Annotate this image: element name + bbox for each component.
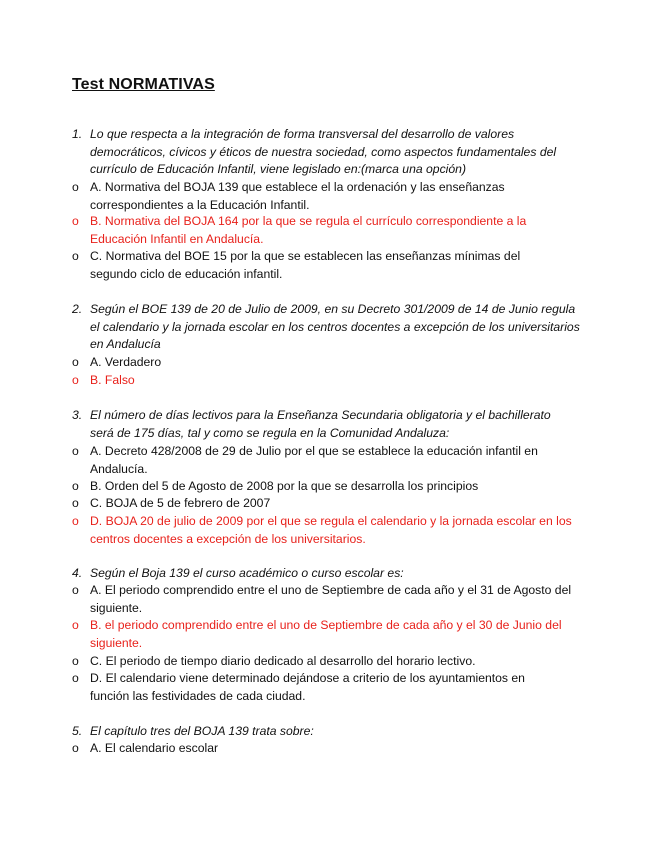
question-number: 2.: [72, 302, 83, 316]
question-number: 1.: [72, 127, 83, 141]
bullet-icon: o: [72, 444, 79, 458]
bullet-icon: o: [72, 479, 79, 493]
bullet-icon: o: [72, 249, 79, 263]
document-title: Test NORMATIVAS: [72, 76, 215, 93]
option-1a: [72, 179, 548, 214]
bullet-icon: o: [72, 373, 79, 387]
option-3d: [72, 513, 580, 548]
question-text: El capítulo tres del BOJA 139 trata sobre:: [90, 724, 314, 738]
bullet-icon: o: [72, 214, 79, 228]
question-text: Según el BOE 139 de 20 de Julio de 2009, en su Decreto 301/2009 de 14 de Junio regula el calendario y la jornada escolar en los centros docentes a excepción de los universitarios en Andalucía: [90, 302, 580, 351]
bullet-icon: o: [72, 514, 79, 528]
option-text: B. el periodo comprendido entre el uno de Septiembre de cada año y el 30 de Junio del siguiente.: [90, 618, 562, 650]
question-number: 3.: [72, 408, 83, 422]
bullet-icon: o: [72, 496, 79, 510]
option-text: B. Normativa del BOJA 164 por la que se regula el currículo correspondiente a la Educación Infantil en Andalucía.: [90, 214, 527, 246]
bullet-icon: o: [72, 654, 79, 668]
option-1b: [72, 213, 558, 248]
question-1: [72, 126, 562, 179]
option-4d: [72, 670, 552, 705]
option-text: A. Normativa del BOJA 139 que establece el la ordenación y las enseñanzas correspondientes a la Educación Infantil.: [90, 180, 505, 212]
option-1c: [72, 248, 558, 283]
question-text: Según el Boja 139 el curso académico o curso escolar es:: [90, 566, 404, 580]
option-text: D. BOJA 20 de julio de 2009 por el que se regula el calendario y la jornada escolar en los centros docentes a excepción de los universitarios.: [90, 514, 572, 546]
option-2b: [72, 372, 590, 390]
option-5a: [72, 740, 590, 758]
option-text: B. Orden del 5 de Agosto de 2008 por la que se desarrolla los principios: [90, 479, 479, 493]
option-3a: [72, 443, 570, 478]
option-4b: [72, 617, 572, 652]
bullet-icon: o: [72, 671, 79, 685]
question-3: [72, 407, 552, 442]
option-text: A. El periodo comprendido entre el uno de Septiembre de cada año y el 31 de Agosto del siguiente.: [90, 583, 572, 615]
question-5: [72, 723, 580, 741]
question-text: Lo que respecta a la integración de forma transversal del desarrollo de valores democráticos, cívicos y éticos de nuestra sociedad, como aspectos fundamentales del currículo de Educación Infantil, viene legislado en:(marca una opción): [90, 127, 557, 176]
question-number: 5.: [72, 724, 83, 738]
option-4a: [72, 582, 572, 617]
option-3b: [72, 478, 590, 496]
question-4: [72, 565, 580, 583]
bullet-icon: o: [72, 618, 79, 632]
bullet-icon: o: [72, 180, 79, 194]
option-4c: [72, 653, 590, 671]
bullet-icon: o: [72, 741, 79, 755]
option-text: C. El periodo de tiempo diario dedicado al desarrollo del horario lectivo.: [90, 654, 476, 668]
option-text: A. El calendario escolar: [90, 741, 219, 755]
option-text: C. Normativa del BOE 15 por la que se establecen las enseñanzas mínimas del segundo ciclo de educación infantil.: [90, 249, 521, 281]
option-text: C. BOJA de 5 de febrero de 2007: [90, 496, 271, 510]
option-text: A. Decreto 428/2008 de 29 de Julio por el que se establece la educación infantil en Andalucía.: [90, 444, 538, 476]
bullet-icon: o: [72, 355, 79, 369]
question-number: 4.: [72, 566, 83, 580]
bullet-icon: o: [72, 583, 79, 597]
option-text: B. Falso: [90, 373, 135, 387]
option-2a: [72, 354, 590, 372]
question-2: [72, 301, 584, 354]
option-text: D. El calendario viene determinado dejándose a criterio de los ayuntamientos en función las festividades de cada ciudad.: [90, 671, 525, 703]
option-text: A. Verdadero: [90, 355, 162, 369]
option-3c: [72, 495, 590, 513]
question-text: El número de días lectivos para la Enseñanza Secundaria obligatoria y el bachillerato será de 175 días, tal y como se regula en la Comunidad Andaluza:: [90, 408, 551, 440]
